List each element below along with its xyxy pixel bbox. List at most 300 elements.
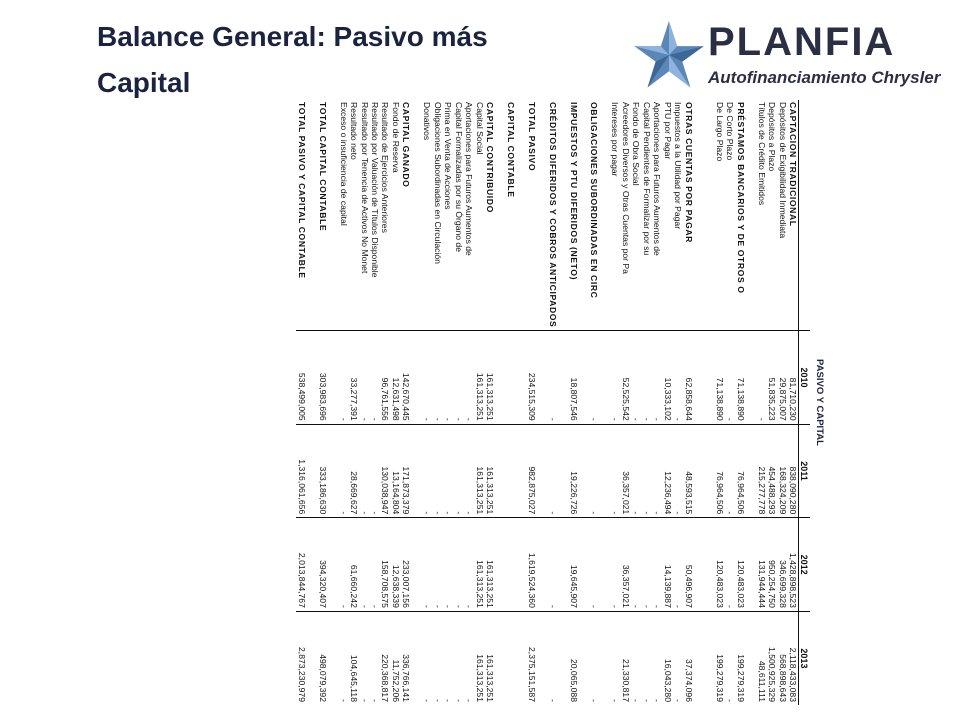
row-value: - — [547, 518, 557, 612]
row-value: 568,898,643 — [777, 611, 787, 705]
row-value: 838,090,280 — [788, 424, 799, 518]
table-heading: PASIVO Y CAPITAL — [814, 359, 825, 446]
row-label — [746, 100, 756, 331]
row-value: - — [631, 611, 641, 705]
row-value — [495, 331, 505, 424]
row-value: 158,708,575 — [380, 518, 390, 612]
row-value — [558, 424, 568, 518]
row-value: - — [432, 611, 442, 705]
row-value — [516, 611, 526, 705]
row-value: 120,483,023 — [735, 518, 745, 612]
row-label — [307, 100, 317, 331]
row-value — [537, 424, 547, 518]
row-value: - — [422, 518, 432, 612]
row-label: Capital Pendientes de Formalizar por su — [641, 102, 652, 256]
row-value: 14,139,887 — [662, 518, 672, 612]
row-value — [537, 331, 547, 424]
row-value: - — [443, 331, 453, 424]
row-value — [495, 518, 505, 612]
row-value: 1,500,925,329 — [767, 611, 777, 705]
row-value: - — [652, 331, 662, 424]
row-value: 33,277,391 — [349, 331, 359, 424]
table-row — [547, 100, 557, 705]
row-value: 130,038,947 — [380, 424, 390, 518]
row-value: - — [453, 611, 463, 705]
table-row — [683, 100, 693, 705]
row-value: - — [673, 611, 683, 705]
row-value — [599, 518, 609, 612]
row-value — [599, 331, 609, 424]
row-value: - — [422, 424, 432, 518]
row-value — [516, 331, 526, 424]
row-value: - — [359, 331, 369, 424]
row-label: CAPITAL CONTRIBUIDO — [485, 102, 495, 213]
row-value: - — [370, 331, 380, 424]
row-value: - — [725, 331, 735, 424]
row-label: Resultado por Valuación de Títulos Disponible — [370, 102, 381, 278]
table-row — [641, 100, 651, 705]
row-label: Resultado de Ejercicios Anteriores — [380, 102, 391, 233]
row-value — [704, 424, 714, 518]
row-label: Intereses por pagar — [610, 102, 621, 177]
row-value: 48,593,515 — [683, 424, 693, 518]
row-value — [307, 331, 317, 424]
row-value: 19,645,907 — [568, 518, 578, 612]
row-value: 12,638,339 — [390, 518, 400, 612]
row-value: 336,766,141 — [401, 611, 411, 705]
row-value: 20,065,088 — [568, 611, 578, 705]
row-value: - — [370, 611, 380, 705]
row-value: 161,313,251 — [485, 424, 495, 518]
row-label: OTRAS CUENTAS POR PAGAR — [683, 102, 694, 243]
table-row — [610, 100, 620, 705]
row-value: - — [610, 611, 620, 705]
table-row — [756, 100, 766, 705]
row-value: - — [547, 331, 557, 424]
table-row — [380, 100, 390, 705]
row-label — [579, 100, 589, 331]
row-value: 161,313,251 — [474, 331, 484, 424]
row-value: 333,186,630 — [317, 424, 327, 518]
row-label: TOTAL CAPITAL CONTABLE — [317, 102, 328, 232]
row-value: - — [432, 424, 442, 518]
row-value — [558, 331, 568, 424]
row-value: - — [756, 331, 766, 424]
row-value — [558, 518, 568, 612]
table-row — [516, 100, 526, 705]
row-label: PTU por Pagar — [662, 102, 673, 160]
row-value — [307, 518, 317, 612]
row-value: - — [338, 518, 348, 612]
row-value — [328, 424, 338, 518]
table-row — [307, 100, 317, 705]
row-value: 1,619,524,360 — [526, 518, 536, 612]
row-value: 71,138,890 — [735, 331, 745, 424]
table-row — [349, 100, 359, 705]
row-value: 51,835,223 — [767, 331, 777, 424]
table-header-row — [799, 100, 811, 705]
row-label: De Corto Plazo — [725, 102, 736, 161]
row-label: Aportaciones para Futuros Aumentos de — [464, 102, 475, 256]
row-label: Prima en Venta de Acciones — [443, 102, 454, 210]
row-value: 346,699,328 — [777, 518, 787, 612]
table-row — [464, 100, 474, 705]
row-value: 61,660,242 — [349, 518, 359, 612]
table-row — [558, 100, 568, 705]
row-value — [746, 518, 756, 612]
table-row — [411, 100, 421, 705]
row-value: - — [422, 611, 432, 705]
row-value — [746, 611, 756, 705]
table-row — [485, 100, 495, 705]
row-value: 161,313,251 — [474, 611, 484, 705]
row-value: 215,277,778 — [756, 424, 766, 518]
row-value: 12,631,498 — [390, 331, 400, 424]
row-value: 2,375,151,587 — [526, 611, 536, 705]
row-value — [516, 518, 526, 612]
row-value: - — [422, 331, 432, 424]
row-value: - — [673, 331, 683, 424]
row-label: De Largo Plazo — [714, 102, 725, 162]
logo-brand: PLANFIA — [708, 20, 896, 64]
table-row — [495, 100, 505, 705]
row-value: - — [547, 611, 557, 705]
row-value: 21,330,817 — [620, 611, 630, 705]
row-value: 199,279,319 — [714, 611, 724, 705]
row-value: - — [641, 518, 651, 612]
row-value: 982,875,027 — [526, 424, 536, 518]
row-value: 10,333,102 — [662, 331, 672, 424]
row-label: IMPUESTOS Y PTU DIFERIDOS (NETO) — [568, 102, 579, 281]
row-value — [694, 331, 704, 424]
row-value: 120,483,023 — [714, 518, 724, 612]
row-value: - — [464, 518, 474, 612]
row-value: - — [610, 331, 620, 424]
row-value — [328, 331, 338, 424]
row-value: - — [453, 331, 463, 424]
row-value: - — [589, 424, 599, 518]
row-label — [704, 100, 714, 331]
year-header: 2011 — [799, 424, 811, 518]
year-header: 2012 — [799, 518, 811, 612]
row-value — [694, 611, 704, 705]
row-value — [505, 424, 515, 518]
row-value — [495, 611, 505, 705]
row-label — [495, 100, 505, 331]
row-value — [537, 518, 547, 612]
row-value: - — [443, 611, 453, 705]
table-row — [526, 100, 536, 705]
row-value — [505, 331, 515, 424]
row-value — [328, 611, 338, 705]
row-value: 1,428,898,523 — [788, 518, 799, 612]
table-row — [338, 100, 348, 705]
row-value — [537, 611, 547, 705]
row-value: - — [641, 611, 651, 705]
row-label — [694, 100, 704, 331]
row-value: 52,525,542 — [620, 331, 630, 424]
row-label: Capital Social — [474, 102, 485, 155]
row-value: - — [547, 424, 557, 518]
row-value: - — [652, 518, 662, 612]
row-label: TOTAL PASIVO Y CAPITAL CONTABLE — [296, 102, 307, 279]
row-value: 37,374,096 — [683, 611, 693, 705]
row-value: 161,313,251 — [474, 518, 484, 612]
row-value: 18,807,546 — [568, 331, 578, 424]
row-value — [746, 424, 756, 518]
row-label: CAPITAL CONTABLE — [505, 102, 516, 198]
header-label-cell — [799, 100, 811, 331]
row-value: 142,670,445 — [401, 331, 411, 424]
row-label: Impuestos a la Utilidad por Pagar — [673, 102, 684, 230]
table-row — [704, 100, 714, 705]
page-title: Balance General: Pasivo más Capital — [97, 21, 488, 98]
table-row — [673, 100, 683, 705]
row-value: 2,118,433,083 — [788, 611, 799, 705]
table-row — [474, 100, 484, 705]
row-value: 538,499,005 — [296, 331, 306, 424]
row-value — [704, 331, 714, 424]
row-label — [411, 100, 421, 331]
row-value: 76,964,506 — [735, 424, 745, 518]
table-row — [328, 100, 338, 705]
balance-table — [296, 100, 810, 705]
balance-sheet-image — [122, 100, 826, 705]
rotated-table-wrapper — [122, 100, 826, 705]
row-value: 161,313,251 — [485, 518, 495, 612]
row-value: - — [641, 424, 651, 518]
table-row — [788, 100, 799, 705]
table-row — [370, 100, 380, 705]
row-value: 36,357,021 — [620, 424, 630, 518]
row-label: Fondo de Obra Social — [631, 102, 642, 186]
row-value: 104,645,118 — [349, 611, 359, 705]
row-value: - — [589, 518, 599, 612]
row-value: - — [453, 518, 463, 612]
row-value: - — [631, 331, 641, 424]
row-value: 13,164,804 — [390, 424, 400, 518]
row-label: Exceso o insuficiencia de capital — [338, 102, 349, 226]
table-row — [589, 100, 599, 705]
table-row — [620, 100, 630, 705]
row-value: 303,983,696 — [317, 331, 327, 424]
row-value: - — [432, 331, 442, 424]
row-label: PRÉSTAMOS BANCARIOS Y DE OTROS O — [735, 102, 746, 294]
row-value: 1,316,061,656 — [296, 424, 306, 518]
table-row — [662, 100, 672, 705]
row-label: CAPTACION TRADICIONAL — [788, 102, 798, 227]
row-value: 81,710,230 — [788, 331, 799, 424]
row-value: 234,515,309 — [526, 331, 536, 424]
year-header: 2010 — [799, 331, 811, 424]
row-value: 96,761,556 — [380, 331, 390, 424]
row-value — [694, 424, 704, 518]
row-value: 76,964,506 — [714, 424, 724, 518]
row-value: - — [641, 331, 651, 424]
row-value — [558, 611, 568, 705]
row-value: - — [443, 518, 453, 612]
row-value — [599, 611, 609, 705]
row-value: - — [464, 424, 474, 518]
row-value: 71,138,890 — [714, 331, 724, 424]
row-value: 394,320,407 — [317, 518, 327, 612]
row-value: - — [725, 518, 735, 612]
table-row — [422, 100, 432, 705]
row-value: 161,313,251 — [474, 424, 484, 518]
row-label — [516, 100, 526, 331]
row-value — [579, 518, 589, 612]
row-value: - — [631, 424, 641, 518]
row-value — [411, 424, 421, 518]
planfia-logo — [632, 18, 942, 98]
row-value: 12,236,494 — [662, 424, 672, 518]
table-row — [443, 100, 453, 705]
table-row — [579, 100, 589, 705]
table-row — [777, 100, 787, 705]
row-value — [505, 611, 515, 705]
row-value: 498,079,392 — [317, 611, 327, 705]
table-row — [714, 100, 724, 705]
row-value: 48,611,111 — [756, 611, 766, 705]
table-row — [568, 100, 578, 705]
row-label: Depósitos de Exigibilidad Inmediata — [777, 102, 788, 239]
row-value — [307, 424, 317, 518]
row-value: 11,752,206 — [390, 611, 400, 705]
row-label: Resultado neto — [349, 102, 360, 160]
table-row — [296, 100, 306, 705]
row-value: 2,873,230,979 — [296, 611, 306, 705]
table-row — [694, 100, 704, 705]
row-value: 36,357,021 — [620, 518, 630, 612]
row-value: - — [673, 518, 683, 612]
row-label: TOTAL PASIVO — [526, 102, 537, 172]
row-value: 50,496,907 — [683, 518, 693, 612]
row-value — [411, 611, 421, 705]
table-row — [359, 100, 369, 705]
row-label: Depósitos a Plazo — [767, 102, 778, 172]
table-row — [432, 100, 442, 705]
row-value: - — [652, 424, 662, 518]
row-value: - — [338, 611, 348, 705]
row-label: Títulos de Crédito Emitidos — [756, 102, 767, 206]
row-label: OBLIGACIONES SUBORDINADAS EN CIRC — [589, 102, 600, 299]
row-value — [411, 518, 421, 612]
row-value — [307, 611, 317, 705]
row-value — [704, 518, 714, 612]
table-row — [746, 100, 756, 705]
row-value: 2,013,844,767 — [296, 518, 306, 612]
row-label — [328, 100, 338, 331]
row-value: 16,043,280 — [662, 611, 672, 705]
row-value: - — [589, 331, 599, 424]
row-label: Capital Formalizadas por su Órgano de — [453, 102, 464, 252]
row-value — [328, 518, 338, 612]
row-value: - — [652, 611, 662, 705]
table-row — [537, 100, 547, 705]
row-value: - — [725, 424, 735, 518]
row-label: Acreedores Diversos y Otras Cuentas por Pa — [620, 102, 631, 274]
row-label: Aportaciones para Futuros Aumentos de — [652, 102, 663, 256]
table-row — [390, 100, 400, 705]
row-value: - — [464, 611, 474, 705]
row-value: - — [338, 424, 348, 518]
row-value: - — [673, 424, 683, 518]
row-value — [516, 424, 526, 518]
row-value — [505, 518, 515, 612]
row-value: - — [464, 331, 474, 424]
row-value: - — [338, 331, 348, 424]
row-value: - — [432, 518, 442, 612]
row-label — [537, 100, 547, 331]
row-label — [558, 100, 568, 331]
row-value: - — [610, 424, 620, 518]
row-value: - — [370, 518, 380, 612]
table-row — [725, 100, 735, 705]
row-value: 19,226,726 — [568, 424, 578, 518]
table-row — [401, 100, 411, 705]
star-icon — [632, 18, 706, 92]
row-value: - — [589, 611, 599, 705]
table-row — [317, 100, 327, 705]
row-value: - — [453, 424, 463, 518]
row-value: 161,313,251 — [485, 331, 495, 424]
row-value: - — [359, 611, 369, 705]
row-value: 233,007,156 — [401, 518, 411, 612]
row-value: 950,254,750 — [767, 518, 777, 612]
logo-tagline: Autofinanciamiento Chrysler — [708, 68, 941, 87]
row-value: 161,313,251 — [485, 611, 495, 705]
row-value — [579, 424, 589, 518]
row-label: Resultado por Tenencia de Activos No Monet — [359, 102, 370, 274]
row-label: Fondo de Reserva — [390, 102, 401, 173]
row-value: - — [359, 424, 369, 518]
table-row — [631, 100, 641, 705]
row-value: - — [725, 611, 735, 705]
year-header: 2013 — [799, 611, 811, 705]
row-value: - — [370, 424, 380, 518]
row-value — [495, 424, 505, 518]
row-value: 168,324,209 — [777, 424, 787, 518]
table-row — [652, 100, 662, 705]
row-label: CRÉDITOS DIFERIDOS Y COBROS ANTICIPADOS — [547, 102, 558, 328]
row-value: 131,944,444 — [756, 518, 766, 612]
row-value — [599, 424, 609, 518]
row-value: 62,858,644 — [683, 331, 693, 424]
row-value: 28,669,627 — [349, 424, 359, 518]
row-label: Obligaciones Subordinadas en Circulación — [432, 102, 443, 264]
row-label: CAPITAL GANADO — [401, 102, 412, 188]
table-row — [453, 100, 463, 705]
row-value — [579, 331, 589, 424]
row-value: 171,873,379 — [401, 424, 411, 518]
table-row — [767, 100, 777, 705]
table-row — [599, 100, 609, 705]
row-value — [704, 611, 714, 705]
table-row — [505, 100, 515, 705]
row-value — [579, 611, 589, 705]
row-value: - — [610, 518, 620, 612]
row-value — [694, 518, 704, 612]
row-value: - — [359, 518, 369, 612]
row-label — [599, 100, 609, 331]
row-value: 220,368,817 — [380, 611, 390, 705]
row-label: Donativos — [422, 102, 433, 141]
row-value: 454,488,293 — [767, 424, 777, 518]
row-value: 29,875,007 — [777, 331, 787, 424]
row-value: 199,279,319 — [735, 611, 745, 705]
row-value: - — [443, 424, 453, 518]
row-value — [746, 331, 756, 424]
